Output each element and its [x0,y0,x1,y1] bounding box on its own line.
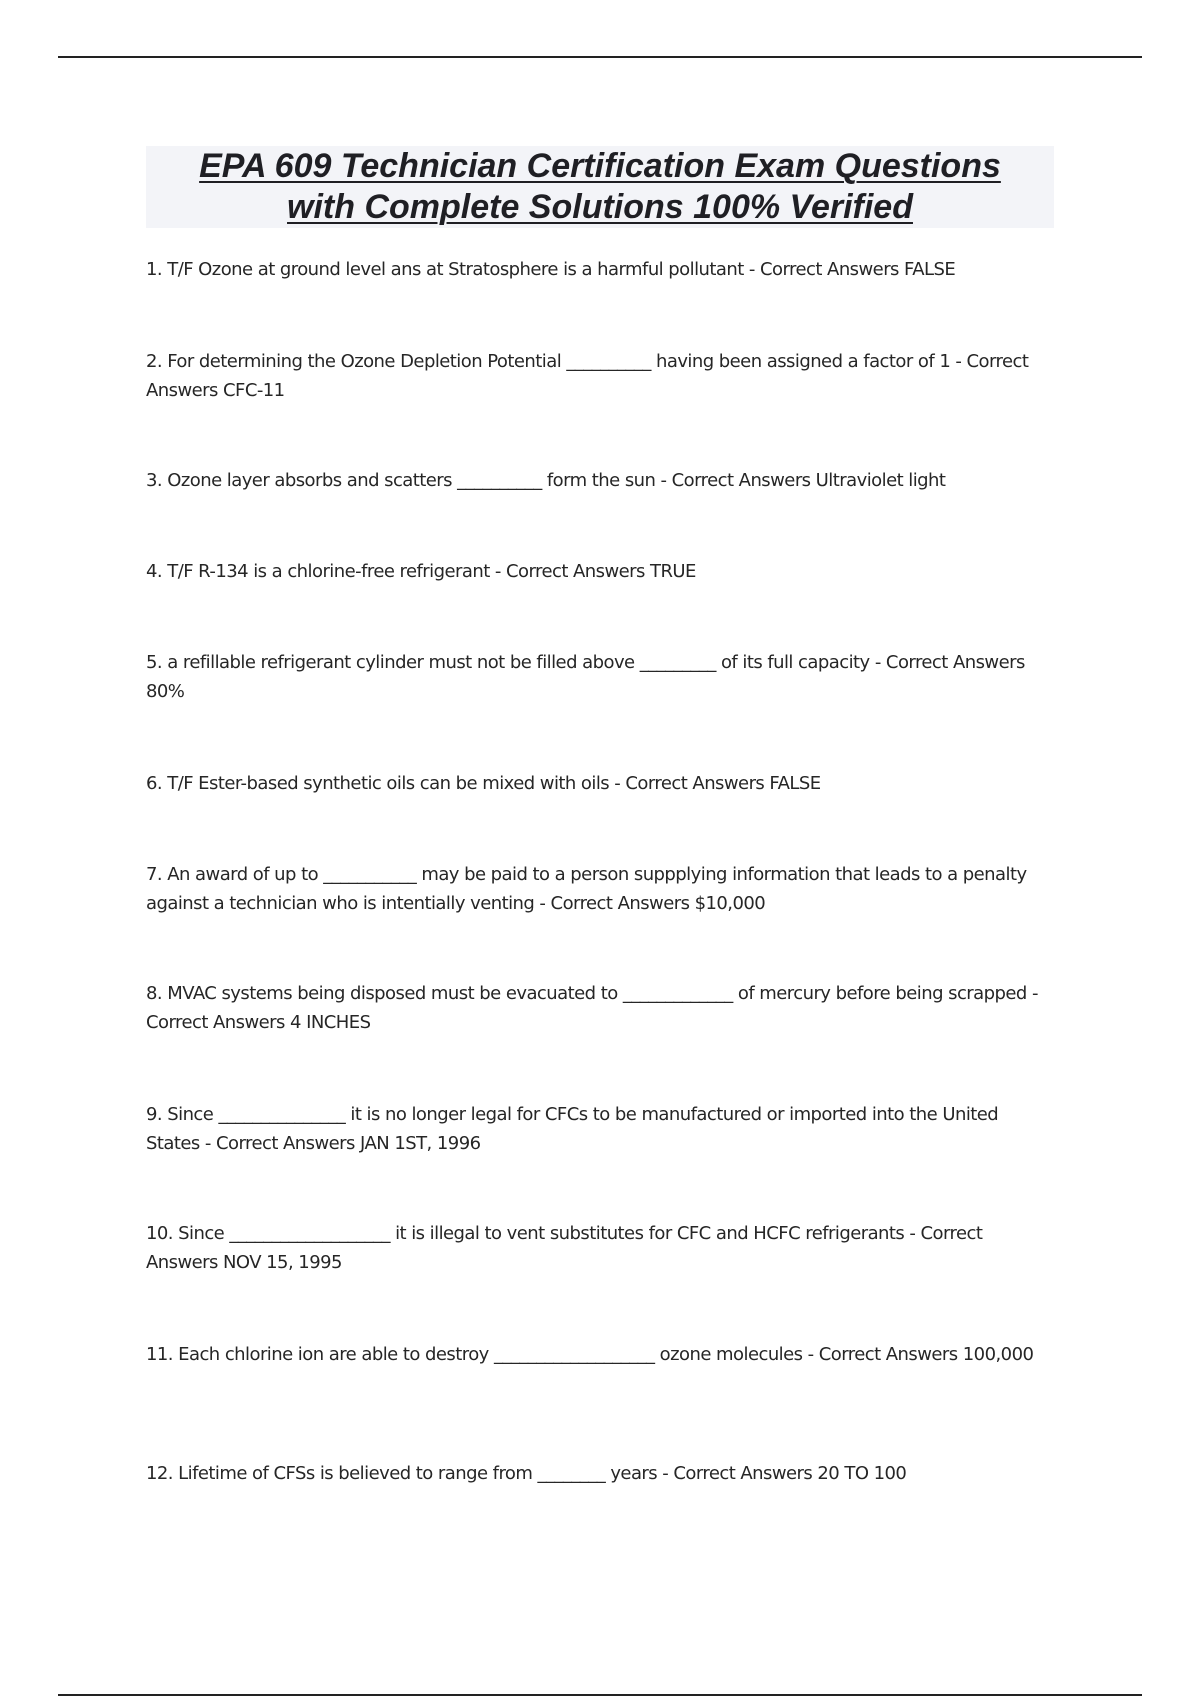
question-item: 8. MVAC systems being disposed must be evacuated to _____________ of mercury before being scrapped - Correct Answers 4 INCHES [146,983,1038,1033]
question-item: 6. T/F Ester-based synthetic oils can be mixed with oils - Correct Answers FALSE [146,773,821,794]
document-title [146,146,1054,228]
question-item: 7. An award of up to ___________ may be paid to a person suppplying information that leads to a penalty against a technician who is intentially venting - Correct Answers $10,000 [146,864,1027,914]
question-item: 10. Since ___________________ it is illegal to vent substitutes for CFC and HCFC refrigerants - Correct Answers NOV 15, 1995 [146,1223,983,1273]
question-item: 1. T/F Ozone at ground level ans at Stratosphere is a harmful pollutant - Correct Answers FALSE [146,259,956,280]
footer-rule [58,1694,1142,1696]
title-line-2: with Complete Solutions 100% Verified [287,188,913,226]
question-item: 12. Lifetime of CFSs is believed to range from ________ years - Correct Answers 20 TO 100 [146,1463,907,1484]
question-item: 2. For determining the Ozone Depletion Potential __________ having been assigned a factor of 1 - Correct Answers CFC-11 [146,351,1029,401]
question-item: 11. Each chlorine ion are able to destroy ___________________ ozone molecules - Correct Answers 100,000 [146,1344,1034,1365]
question-item: 9. Since _______________ it is no longer legal for CFCs to be manufactured or imported into the United States - Correct Answers JAN 1ST, 1996 [146,1104,999,1154]
question-item: 4. T/F R-134 is a chlorine-free refrigerant - Correct Answers TRUE [146,561,696,582]
header-rule [58,56,1142,58]
question-item: 5. a refillable refrigerant cylinder must not be filled above _________ of its full capacity - Correct Answers 80% [146,652,1025,702]
title-line-1: EPA 609 Technician Certification Exam Questions [199,147,1001,185]
question-item: 3. Ozone layer absorbs and scatters __________ form the sun - Correct Answers Ultraviolet light [146,470,946,491]
